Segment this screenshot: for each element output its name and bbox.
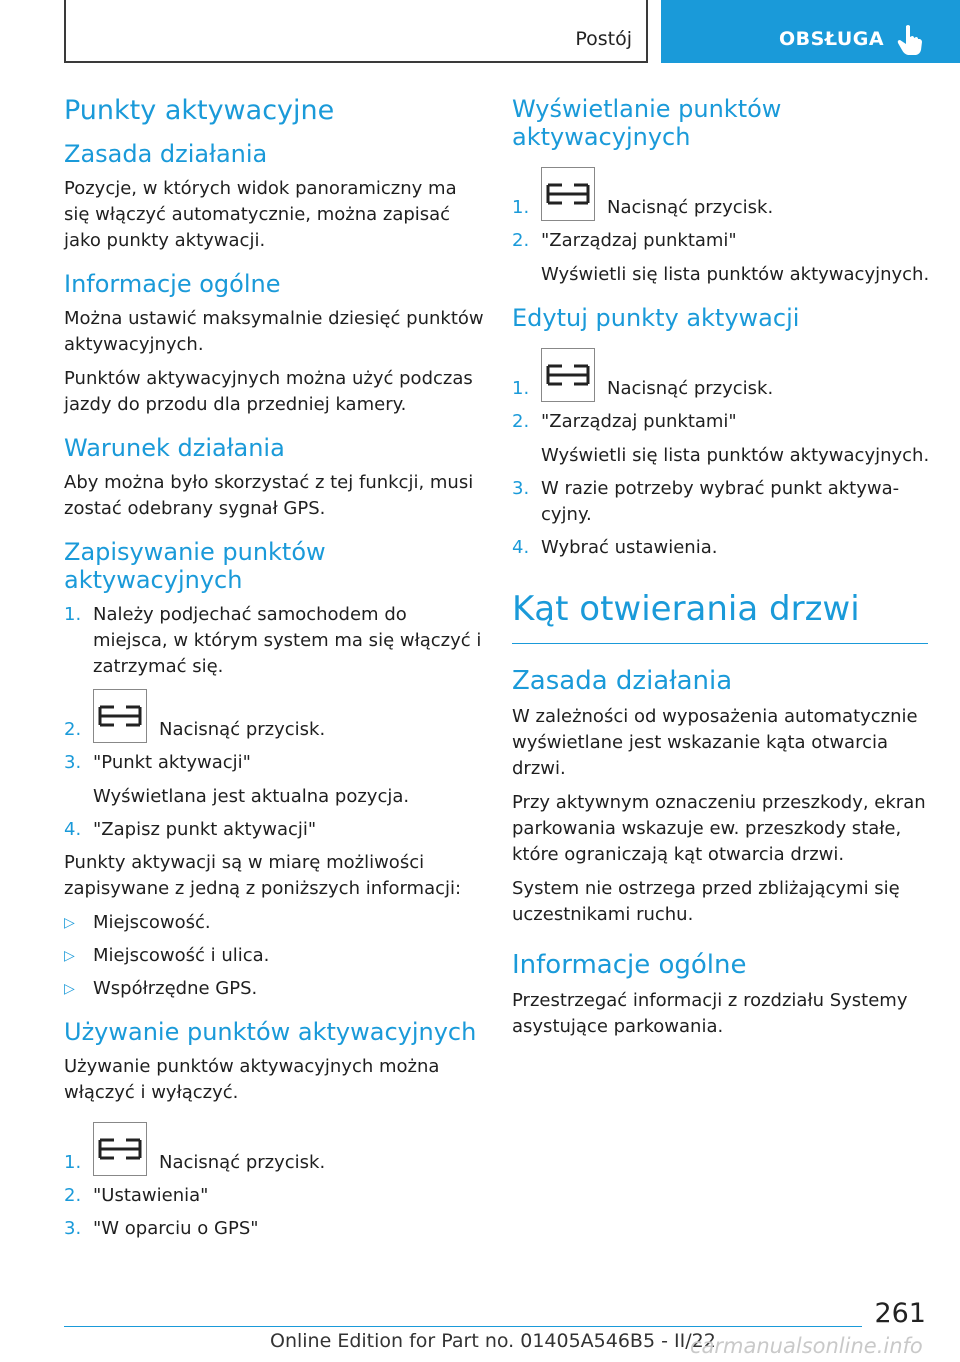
heading-principle: Zasada działania — [512, 666, 733, 696]
step-text: "Ustawienia" — [93, 1185, 209, 1206]
bullet-item — [64, 943, 484, 969]
step-item — [64, 817, 484, 843]
step-text: "Zarządzaj punktami" — [541, 230, 737, 251]
step-item — [512, 409, 932, 469]
chapter-title-door-angle: Kąt otwierania drzwi — [512, 589, 928, 644]
camera-view-button-icon — [93, 689, 147, 743]
header-section-title: Postój — [575, 28, 632, 50]
step-number: 4. — [64, 819, 82, 840]
step-item — [64, 750, 484, 810]
header-chapter-title: OBSŁUGA — [779, 28, 885, 50]
heading-edit-points: Edytuj punkty aktywacji — [512, 304, 800, 332]
step-text: "Zarządzaj punktami" — [541, 411, 737, 432]
bullet-text: Miejscowość i ulica. — [93, 945, 270, 966]
step-text: Nacisnąć przycisk. — [159, 1152, 326, 1173]
bullet-item — [64, 976, 484, 1002]
step-subtext: Wyświetlana jest aktualna pozycja. — [93, 786, 410, 807]
step-number: 1. — [512, 378, 530, 399]
step-item — [64, 1183, 484, 1209]
step-subtext: Wyświetli się lista punktów aktywacyjnych. — [541, 445, 930, 466]
heading-general-info: Informacje ogólne — [64, 270, 281, 298]
camera-view-button-icon — [541, 348, 595, 402]
paragraph: Przestrzegać informacji z rozdziału Systemy asystujące parkowania. — [512, 990, 908, 1037]
step-number: 2. — [64, 1185, 82, 1206]
paragraph: Można ustawić maksymalnie dziesięć punktów aktywacyjnych. — [64, 308, 484, 355]
triangle-bullet-icon: ▷ — [64, 948, 75, 964]
step-item — [512, 165, 932, 221]
paragraph: System nie ostrzega przed zbliżającymi się uczestnikami ruchu. — [512, 878, 900, 925]
step-subtext: Wyświetli się lista punktów aktywacyjnych. — [541, 264, 930, 285]
step-number: 2. — [512, 411, 530, 432]
step-item — [64, 1216, 484, 1242]
step-item — [64, 1120, 484, 1176]
step-number: 4. — [512, 537, 530, 558]
step-number: 3. — [64, 1218, 82, 1239]
step-number: 3. — [512, 478, 530, 499]
paragraph: Punktów aktywacyjnych można użyć podczas jazdy do przodu dla przedniej kamery. — [64, 368, 473, 415]
section-title-activation-points: Punkty aktywacyjne — [64, 95, 335, 126]
header-chapter-tab — [661, 0, 960, 63]
step-number: 1. — [64, 1152, 82, 1173]
camera-view-button-icon — [541, 167, 595, 221]
step-text: W razie potrzeby wybrać punkt aktywacyjny. — [541, 478, 900, 525]
page-number: 261 — [874, 1298, 926, 1329]
heading-using-points: Używanie punktów aktywacyjnych — [64, 1018, 477, 1046]
step-item — [512, 476, 932, 528]
paragraph: Aby można było skorzystać z tej funkcji, musi zostać odebrany sygnał GPS. — [64, 472, 474, 519]
step-item — [64, 602, 484, 680]
step-number: 3. — [64, 752, 82, 773]
step-item — [512, 228, 932, 288]
heading-display-points: Wyświetlanie punktów aktywacyjnych — [512, 95, 782, 151]
bullet-item — [64, 910, 484, 936]
heading-principle: Zasada działania — [64, 140, 268, 168]
step-item — [512, 346, 932, 402]
camera-view-button-icon — [93, 1122, 147, 1176]
step-text: Nacisnąć przycisk. — [607, 197, 774, 218]
hand-pointer-icon — [897, 24, 923, 56]
paragraph: Pozycje, w których widok panoramiczny ma się włączyć automatycznie, można zapisać jako punkty aktywacji. — [64, 178, 457, 251]
watermark: carmanualsonline.info — [690, 1334, 923, 1358]
step-item — [512, 535, 932, 561]
paragraph: Używanie punktów aktywacyjnych można włączyć i wyłączyć. — [64, 1056, 440, 1103]
paragraph: Punkty aktywacji są w miarę możliwości zapisywane z jedną z poniższych informacji: — [64, 852, 462, 899]
heading-requirement: Warunek działania — [64, 434, 285, 462]
step-number: 1. — [64, 604, 82, 625]
step-number: 2. — [512, 230, 530, 251]
step-item — [64, 687, 484, 743]
paragraph: Przy aktywnym oznaczeniu przeszkody, ekran parkowania wskazuje ew. przeszkody stałe, które ograniczają kąt otwarcia drzwi. — [512, 792, 926, 865]
bullet-text: Współrzędne GPS. — [93, 978, 258, 999]
step-text: "Zapisz punkt aktywacji" — [93, 819, 317, 840]
triangle-bullet-icon: ▷ — [64, 981, 75, 997]
step-text: Nacisnąć przycisk. — [607, 378, 774, 399]
paragraph: W zależności od wyposażenia automatycznie wyświetlane jest wskazanie kąta otwarcia drzwi. — [512, 706, 918, 779]
step-number: 2. — [64, 719, 82, 740]
step-text: Wybrać ustawienia. — [541, 537, 718, 558]
footer-edition: Online Edition for Part no. 01405A546B5 - II/22 — [270, 1330, 716, 1352]
step-number: 1. — [512, 197, 530, 218]
heading-general-info: Informacje ogólne — [512, 950, 747, 980]
footer-divider — [64, 1326, 862, 1327]
bullet-text: Miejscowość. — [93, 912, 211, 933]
step-text: "W oparciu o GPS" — [93, 1218, 259, 1239]
step-text: Nacisnąć przycisk. — [159, 719, 326, 740]
heading-saving-points: Zapisywanie punktów aktywacyjnych — [64, 538, 326, 594]
header-section-box — [64, 0, 648, 63]
left-column — [64, 95, 484, 1249]
right-column — [512, 95, 932, 1048]
step-text: Należy podjechać samochodem do miejsca, w którym system ma się włączyć i zatrzymać się. — [93, 604, 482, 677]
triangle-bullet-icon: ▷ — [64, 915, 75, 931]
step-text: "Punkt aktywacji" — [93, 752, 251, 773]
